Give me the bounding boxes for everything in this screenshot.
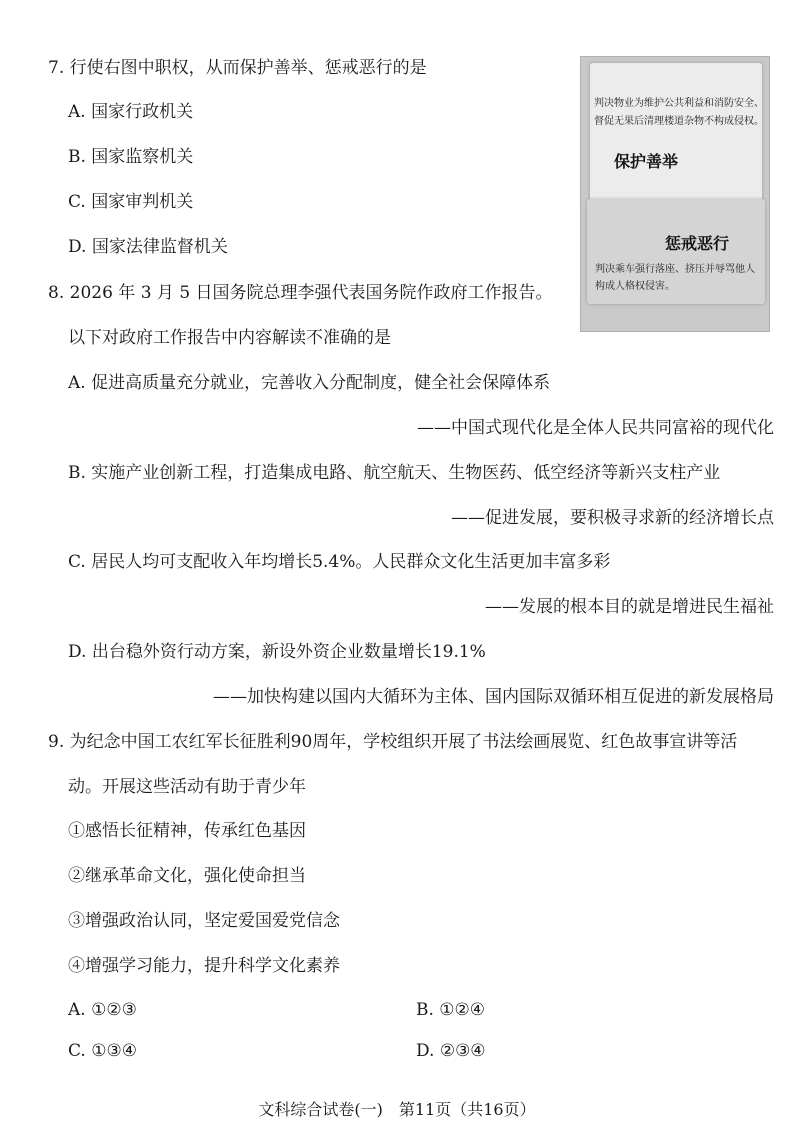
q8-option-a-note: ——中国式现代化是全体人民共同富裕的现代化 (417, 418, 774, 438)
q8-option-c: C. 居民人均可支配收入年均增长5.4%。人民群众文化生活更加丰富多彩 (68, 552, 611, 572)
figure-bottom-title: 惩戒恶行 (665, 234, 730, 253)
q7-option-a: A. 国家行政机关 (68, 102, 194, 122)
figure-top-panel (590, 63, 762, 201)
q9-item-1: ①感悟长征精神，传承红色基因 (68, 821, 306, 841)
q8-option-d: D. 出台稳外资行动方案，新设外资企业数量增长19.1% (68, 642, 486, 662)
court-photo-figure (580, 56, 770, 332)
figure-bottom-text-2: 构成人格权侵害。 (595, 281, 675, 292)
q7-option-c: C. 国家审判机关 (68, 192, 194, 212)
figure-top-title: 保护善举 (614, 152, 679, 171)
figure-top-text-1: 判决物业为维护公共利益和消防安全、 (594, 98, 764, 109)
q8-option-d-note: ——加快构建以国内大循环为主体、国内国际双循环相互促进的新发展格局 (213, 687, 774, 707)
figure-bottom-text-1: 判决乘车强行落座、挤压并辱骂他人 (595, 264, 755, 275)
q8-option-a: A. 促进高质量充分就业，完善收入分配制度，健全社会保障体系 (68, 373, 551, 393)
q7-option-d: D. 国家法律监督机关 (68, 237, 228, 257)
q9-item-3: ③增强政治认同，坚定爱国爱党信念 (68, 911, 340, 931)
q9-choice-a: A. ①②③ (68, 1000, 137, 1020)
q8-stem-1: 8. 2026 年 3 月 5 日国务院总理李强代表国务院作政府工作报告。 (48, 283, 553, 303)
q9-stem-1: 9. 为纪念中国工农红军长征胜利90周年，学校组织开展了书法绘画展览、红色故事宣讲等活 (48, 732, 738, 752)
q7-option-b: B. 国家监察机关 (68, 147, 194, 167)
q9-item-4: ④增强学习能力，提升科学文化素养 (68, 956, 340, 976)
q8-option-b: B. 实施产业创新工程，打造集成电路、航空航天、生物医药、低空经济等新兴支柱产业 (68, 463, 721, 483)
q9-choice-d: D. ②③④ (416, 1041, 486, 1061)
page-footer: 文科综合试卷(一) 第11页（共16页） (258, 1100, 536, 1119)
q8-option-b-note: ——促进发展，要积极寻求新的经济增长点 (451, 508, 774, 528)
figure-bottom-panel (587, 199, 765, 304)
q8-stem-2: 以下对政府工作报告中内容解读不准确的是 (68, 328, 391, 348)
q9-item-2: ②继承革命文化，强化使命担当 (68, 866, 306, 886)
q9-choice-b: B. ①②④ (416, 1000, 486, 1020)
q8-option-c-note: ——发展的根本目的就是增进民生福祉 (485, 597, 774, 617)
figure-top-text-2: 督促无果后清理楼道杂物不构成侵权。 (594, 116, 764, 127)
q7-stem: 7. 行使右图中职权，从而保护善举、惩戒恶行的是 (48, 58, 427, 78)
q9-choice-c: C. ①③④ (68, 1041, 137, 1061)
q9-stem-2: 动。开展这些活动有助于青少年 (68, 777, 306, 797)
